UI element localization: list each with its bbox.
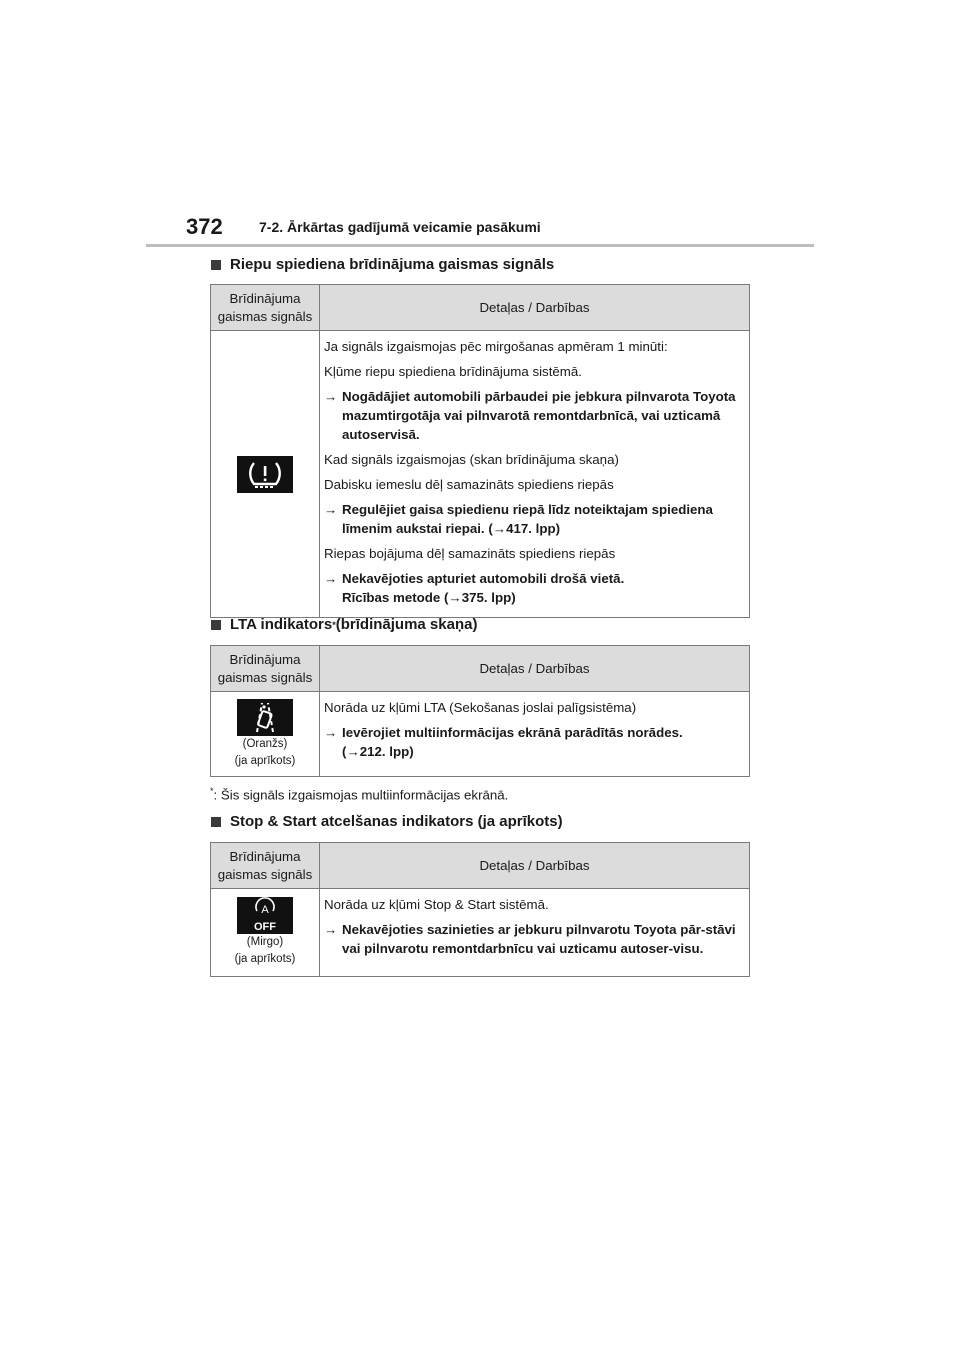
action-item: → Nekavējoties apturiet automobili drošā vietā. Rīcības metode (→375. lpp) bbox=[324, 571, 625, 605]
header-divider bbox=[146, 244, 814, 247]
table-row bbox=[211, 889, 750, 977]
detail-text: Kļūme riepu spiediena brīdinājuma sistēmā. bbox=[324, 364, 582, 379]
section-heading-lta: LTA indikators * (brīdinājuma skaņa) bbox=[211, 616, 477, 633]
lta-table bbox=[210, 645, 750, 777]
table-header-row bbox=[211, 646, 750, 692]
action-item: → Regulējiet gaisa spiedienu riepā līdz noteiktajam spiediena līmenim aukstai riepai. (→417. lpp) bbox=[324, 502, 713, 536]
detail-text: Ja signāls izgaismojas pēc mirgošanas apmēram 1 minūti: bbox=[324, 339, 668, 354]
action-item: → Ievērojiet multiinformācijas ekrānā parādītās norādes. (→212. lpp) bbox=[324, 725, 683, 759]
col-header-signal: Brīdinājuma gaismas signāls bbox=[211, 646, 320, 692]
stop-start-table bbox=[210, 842, 750, 977]
action-item: → Nogādājiet automobili pārbaudei pie jebkura pilnvarota Toyota mazumtirgotāja vai pilnvarotā remontdarbnīcā, vai uzticamā autoservisā. bbox=[324, 389, 736, 442]
bullet-square-icon bbox=[211, 817, 221, 827]
lane-departure-icon bbox=[237, 699, 293, 736]
chapter-title: 7-2. Ārkārtas gadījumā veicamie pasākumi bbox=[259, 219, 541, 235]
section-heading-tire-pressure: Riepu spiediena brīdinājuma gaismas signāls bbox=[211, 256, 554, 273]
col-header-details: Detaļas / Darbības bbox=[320, 843, 750, 889]
detail-text: Kad signāls izgaismojas (skan brīdinājuma skaņa) bbox=[324, 452, 619, 467]
col-header-signal: Brīdinājuma gaismas signāls bbox=[211, 843, 320, 889]
icon-off-label: OFF bbox=[254, 921, 276, 933]
icon-letter: A bbox=[261, 904, 269, 916]
detail-text: Riepas bojājuma dēļ samazināts spiediens riepās bbox=[324, 546, 616, 561]
table-row bbox=[211, 692, 750, 777]
icon-equipment-note: (ja aprīkots) bbox=[234, 754, 296, 767]
table-header-row bbox=[211, 843, 750, 889]
col-header-details: Detaļas / Darbības bbox=[320, 285, 750, 331]
col-header-signal: Brīdinājuma gaismas signāls bbox=[211, 285, 320, 331]
tire-pressure-warning-icon bbox=[237, 456, 293, 493]
detail-text: Dabisku iemeslu dēļ samazināts spiediens riepās bbox=[324, 477, 614, 492]
section-heading-stop-start: Stop & Start atcelšanas indikators (ja aprīkots) bbox=[211, 813, 563, 830]
icon-color-note: (Mirgo) bbox=[246, 936, 284, 948]
tire-pressure-table bbox=[210, 284, 750, 618]
arrow-right-icon: → bbox=[324, 502, 338, 517]
detail-text: Norāda uz kļūmi Stop & Start sistēmā. bbox=[324, 897, 549, 912]
details-cell bbox=[320, 692, 750, 777]
detail-text: Norāda uz kļūmi LTA (Sekošanas joslai palīgsistēma) bbox=[324, 700, 637, 715]
signal-cell bbox=[211, 692, 320, 777]
arrow-right-icon: → bbox=[324, 725, 338, 740]
details-cell bbox=[320, 889, 750, 977]
details-cell bbox=[320, 331, 750, 618]
bullet-square-icon bbox=[211, 260, 221, 270]
icon-equipment-note: (ja aprīkots) bbox=[234, 953, 296, 965]
signal-cell bbox=[211, 889, 320, 977]
arrow-right-icon: → bbox=[324, 922, 338, 937]
page-number: 372 bbox=[186, 214, 223, 239]
page-reference-link[interactable]: 212. lpp) bbox=[359, 744, 414, 759]
page-reference-link[interactable]: 417. lpp) bbox=[506, 521, 561, 536]
page-reference-link[interactable]: 375. lpp) bbox=[461, 590, 516, 605]
arrow-right-icon: → bbox=[324, 571, 338, 586]
action-item: → Nekavējoties sazinieties ar jebkuru pilnvarotu Toyota pār-stāvi vai pilnvarotu remontdarbnīcu vai uzticamu autoser-visu. bbox=[324, 922, 736, 956]
arrow-right-icon: → bbox=[346, 744, 360, 759]
arrow-right-icon: → bbox=[448, 590, 462, 605]
table-header-row bbox=[211, 285, 750, 331]
col-header-details: Detaļas / Darbības bbox=[320, 646, 750, 692]
footnote: *: Šis signāls izgaismojas multiinformācijas ekrānā. bbox=[210, 786, 509, 803]
bullet-square-icon bbox=[211, 620, 221, 630]
signal-cell bbox=[211, 331, 320, 618]
arrow-right-icon: → bbox=[492, 521, 507, 536]
table-row bbox=[211, 331, 750, 618]
arrow-right-icon: → bbox=[324, 389, 338, 404]
stop-start-off-icon bbox=[237, 897, 293, 934]
icon-color-note: (Oranžs) bbox=[242, 737, 288, 750]
